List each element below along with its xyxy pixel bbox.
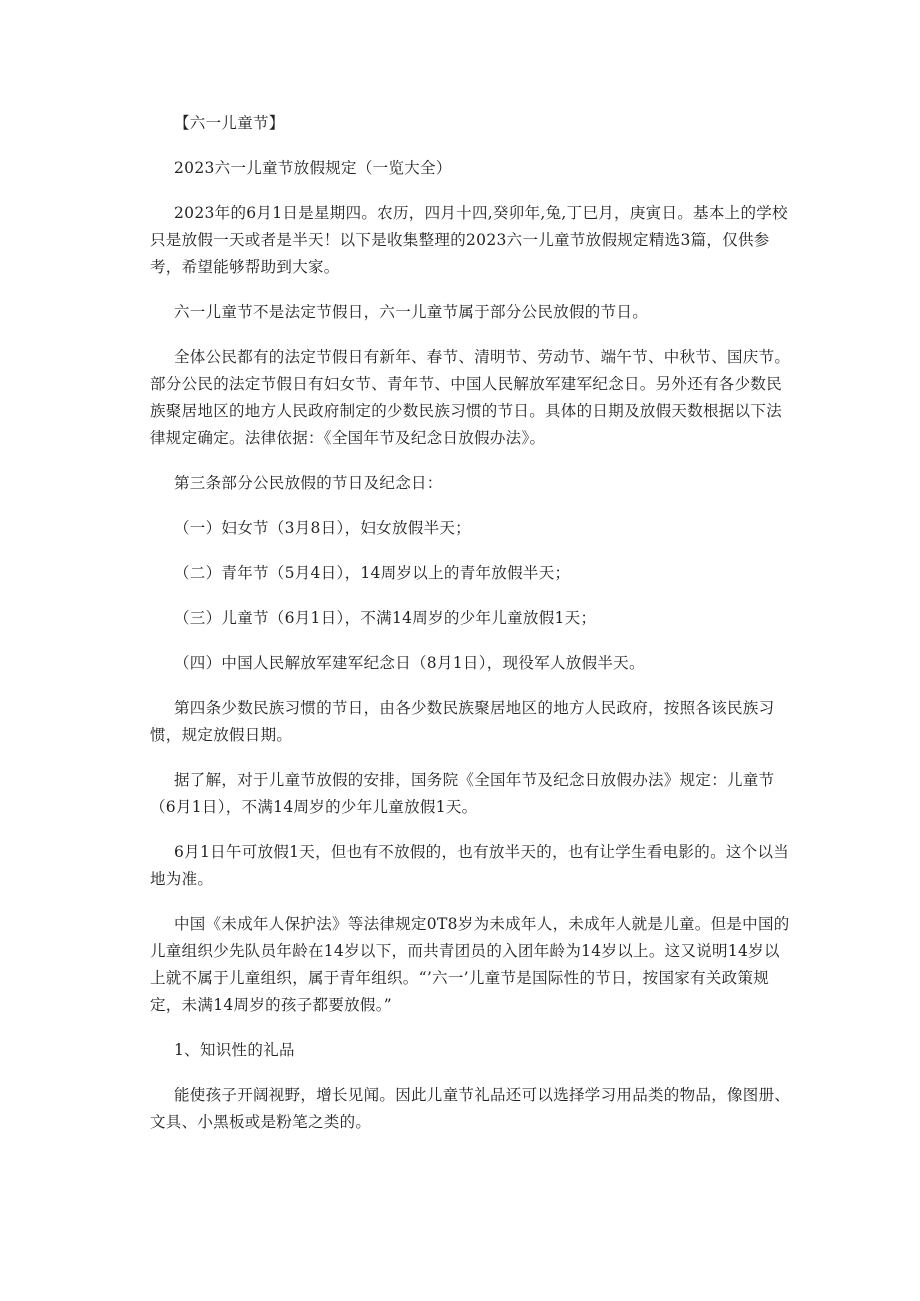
list-item-army-day: （四）中国人民解放军建军纪念日（8月1日），现役军人放假半天。 [174,654,645,672]
list-item-womens-day: （一）妇女节（3月8日），妇女放假半天； [174,519,471,537]
paragraph-statutory-holidays: 全体公民都有的法定节假日有新年、春节、清明节、劳动节、端午节、中秋节、国庆节。部分公民的法定节假日有妇女节、青年节、中国人民解放军建军纪念日。另外还有各少数民族聚居地区的地方人民政府制定的少数民族习惯的节日。具体的日期及放假天数根据以下法律规定确定。法律依据：《全国年节及纪念日放假办法》。 [150,348,791,447]
paragraph-article-three: 第三条部分公民放假的节日及纪念日： [174,474,443,492]
section-heading-gifts: 1、知识性的礼品 [174,1041,295,1059]
paragraph-article-four: 第四条少数民族习惯的节日，由各少数民族聚居地区的地方人民政府，按照各该民族习惯，规定放假日期。 [150,699,775,744]
list-item-youth-day: （二）青年节（5月4日），14周岁以上的青年放假半天； [174,564,571,582]
paragraph-local-rules: 6月1日午可放假1天，但也有不放假的，也有放半天的，也有让学生看电影的。这个以当地为准。 [150,843,790,888]
document-subtitle: 2023六一儿童节放假规定（一览大全） [174,159,452,177]
paragraph-arrangement: 据了解，对于儿童节放假的安排，国务院《全国年节及纪念日放假办法》规定：儿童节（6月1日），不满14周岁的少年儿童放假1天。 [150,771,775,816]
paragraph-gifts: 能使孩子开阔视野，增长见闻。因此儿童节礼品还可以选择学习用品类的物品，像图册、文具、小黑板或是粉笔之类的。 [150,1086,791,1131]
paragraph-intro: 2023年的6月1日是星期四。农历，四月十四,癸卯年,兔,丁巳月，庚寅日。基本上的学校只是放假一天或者是半天！以下是收集整理的2023六一儿童节放假规定精选3篇，仅供参考，希望能够帮助到大家。 [150,204,788,276]
list-item-childrens-day: （三）儿童节（6月1日），不满14周岁的少年儿童放假1天； [174,609,597,627]
document-heading: 【六一儿童节】 [174,114,285,132]
document-body [150,110,792,1154]
paragraph-not-statutory: 六一儿童节不是法定节假日，六一儿童节属于部分公民放假的节日。 [174,303,649,321]
paragraph-minor-law: 中国《未成年人保护法》等法律规定0T8岁为未成年人，未成年人就是儿童。但是中国的儿童组织少先队员年龄在14岁以下，而共青团员的入团年龄为14岁以上。这又说明14岁以上就不属于儿童组织，属于青年组织。“’六一’儿童节是国际性的节日，按国家有关政策规定，未满14周岁的孩子都要放假。” [150,915,790,1014]
